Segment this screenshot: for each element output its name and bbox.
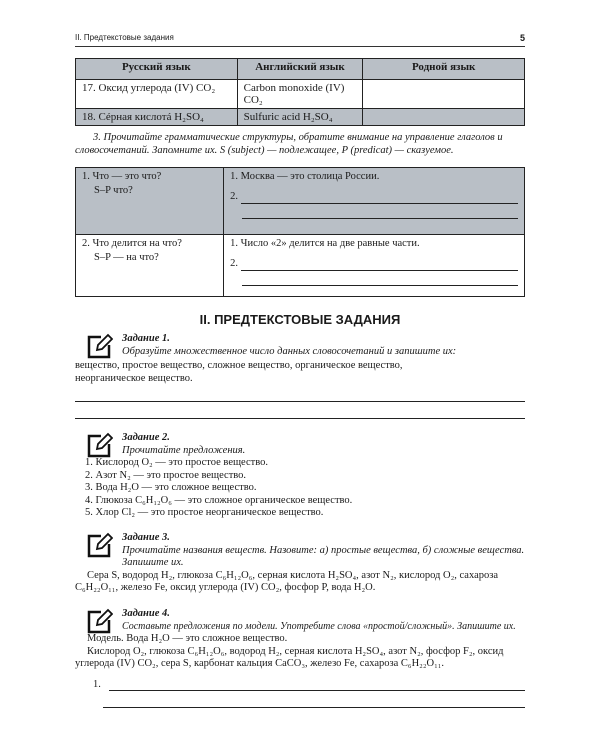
structure-pattern: S–P — на что?	[94, 252, 159, 263]
task-sentence: 1. Кислород O₂ — это простое вещество.	[85, 457, 268, 468]
answer-line[interactable]	[241, 259, 518, 271]
column-header-english: Английский язык	[237, 59, 363, 80]
column-header-russian: Русский язык	[76, 59, 238, 80]
blank-label: 2.	[230, 191, 239, 202]
running-header-section: II. Предтекстовые задания	[75, 33, 174, 42]
cell-native[interactable]	[363, 80, 525, 109]
task-title: Задание 1.	[122, 333, 170, 344]
task-4	[75, 608, 525, 708]
answer-line[interactable]	[241, 192, 518, 204]
task-title: Задание 2.	[122, 432, 170, 443]
example-cell	[224, 168, 525, 235]
task-instruction: Прочитайте предложения.	[122, 444, 246, 456]
task-instruction: Образуйте множественное число данных словосочетаний и запишите их:	[122, 345, 457, 357]
structure-text: 1. Что — это что?	[82, 171, 162, 182]
running-header	[75, 33, 525, 47]
task-body: вещество, простое вещество, сложное вещество, органическое вещество, неорганическое вещество.	[75, 360, 403, 384]
example-text: 1. Число «2» делится на две равные части.	[230, 238, 420, 249]
task-sentence: 2. Азот N₂ — это простое вещество.	[85, 469, 247, 481]
structure-cell	[76, 168, 224, 235]
task-instruction: Прочитайте названия веществ. Назовите: а) простые вещества, б) сложные вещества. Запишите их.	[122, 544, 525, 568]
task-title: Задание 4.	[122, 608, 170, 619]
table-row	[76, 109, 525, 126]
pencil-edit-icon	[87, 432, 113, 458]
pencil-edit-icon	[87, 532, 113, 558]
cell-native[interactable]	[363, 109, 525, 126]
task-sentence: 5. Хлор Cl₂ — это простое неорганическое вещество.	[85, 507, 324, 518]
cell-english: Sulfuric acid H₂SO₄	[237, 109, 363, 126]
task-title: Задание 3.	[122, 532, 170, 543]
task-instruction: Составьте предложения по модели. Употребите слова «простой/сложный». Запишите их.	[122, 620, 516, 632]
pencil-edit-icon	[87, 608, 113, 634]
task-1	[75, 333, 525, 419]
structure-cell	[76, 235, 224, 297]
task-sentence: 3. Вода H₂O — это сложное вещество.	[85, 482, 257, 493]
cell-english: Carbon monoxide (IV) CO₂	[237, 80, 363, 109]
page-number: 5	[519, 33, 525, 43]
example-cell	[224, 235, 525, 297]
section-title: II. ПРЕДТЕКСТОВЫЕ ЗАДАНИЯ	[199, 312, 401, 327]
table-row	[76, 168, 525, 235]
example-text: 1. Москва — это столица России.	[230, 171, 380, 182]
task-body: Сера S, водород H₂, глюкоза C₆H₁₂O₆, серная кислота H₂SO₄, азот N₂, кислород O₂, сахароза C₆H₂₂O₁₁, железо Fe, оксид углерода (IV) CO₂, фосфор P, вода H₂O.	[75, 569, 499, 593]
blank-label: 2.	[230, 258, 239, 269]
answer-line[interactable]	[75, 402, 525, 419]
answer-line[interactable]	[109, 679, 525, 691]
answer-line[interactable]	[242, 204, 518, 219]
task-sentence: 4. Глюкоза C₆H₁₂O₆ — это сложное органическое вещество.	[85, 494, 353, 506]
column-header-native: Родной язык	[363, 59, 525, 80]
task-model: Модель. Вода H₂O — это сложное вещество.	[87, 633, 288, 644]
pencil-edit-icon	[87, 333, 113, 359]
answer-line[interactable]	[75, 385, 525, 402]
task-3	[75, 532, 525, 595]
answer-line[interactable]	[242, 271, 518, 286]
structure-pattern: S–P что?	[94, 185, 133, 196]
vocabulary-table	[75, 58, 525, 126]
blank-label: 1.	[93, 678, 101, 690]
task-body: Кислород O₂, глюкоза C₆H₁₂O₆, водород H₂, серная кислота H₂SO₄, азот N₂, фосфор F₂, оксид углерода (IV) CO₂, сера S, карбонат кальция CaCO₃, железо Fe, сахароза C₆H₂₂O₁₁.	[75, 645, 504, 669]
table-row	[76, 80, 525, 109]
task-2	[75, 432, 525, 520]
cell-russian: 17. Оксид углерода (IV) CO₂	[76, 80, 238, 109]
answer-line[interactable]	[103, 691, 525, 708]
structure-text: 2. Что делится на что?	[82, 238, 182, 249]
table-header-row	[76, 59, 525, 80]
table-row	[76, 235, 525, 297]
cell-russian: 18. Сéрная кислотá H₂SO₄	[76, 109, 238, 126]
exercise-3-instruction: 3. Прочитайте грамматические структуры, обратите внимание на управление глаголов и словосочетаний. Запомните их. S (subject) — подлежащее, P (predicat) — сказуемое.	[75, 132, 503, 156]
grammar-table	[75, 167, 525, 297]
